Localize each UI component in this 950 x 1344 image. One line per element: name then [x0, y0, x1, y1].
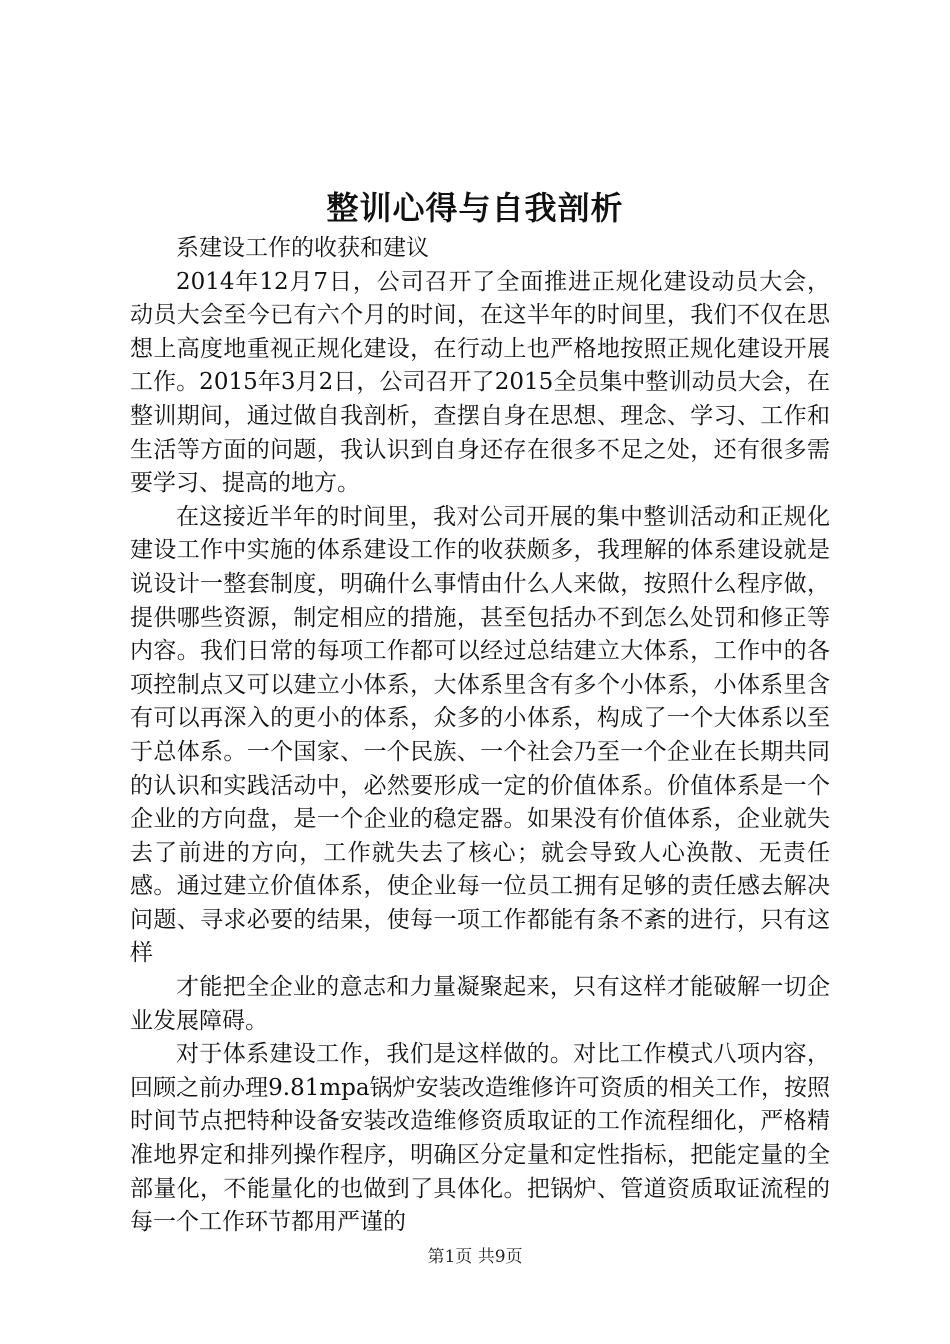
paragraph-section-heading: 系建设工作的收获和建议: [176, 235, 429, 261]
document-body: [130, 232, 830, 1240]
document-title: 整训心得与自我剖析: [326, 189, 624, 227]
paragraph: 在这接近半年的时间里，我对公司开展的集中整训活动和正规化建设工作中实施的体系建设工作的收获颇多，我理解的体系建设就是说设计一整套制度，明确什么事情由什么人来做，按照什么程序做，提供哪些资源，制定相应的措施，甚至包括办不到怎么处罚和修正等内容。我们日常的每项工作都可以经过总结建立大体系，工作中的各项控制点又可以建立小体系，大体系里含有多个小体系，小体系里含有可以再深入的更小的体系，众多的小体系，构成了一个大体系以至于总体系。一个国家、一个民族、一个社会乃至一个企业在长期共同的认识和实践活动中，必然要形成一定的价值体系。价值体系是一个企业的方向盘，是一个企业的稳定器。如果没有价值体系，企业就失去了前进的方向，工作就失去了核心；就会导致人心涣散、无责任感。通过建立价值体系，使企业每一位员工拥有足够的责任感去解决问题、寻求必要的结果，使每一项工作都能有条不紊的进行，只有这样: [130, 503, 830, 967]
page-number-footer: 第1页 共9页: [427, 1247, 523, 1267]
paragraph: 2014年12月7日，公司召开了全面推进正规化建设动员大会，动员大会至今已有六个月的时间，在这半年的时间里，我们不仅在思想上高度地重视正规化建设，在行动上也严格地按照正规化建设开展工作。2015年3月2日，公司召开了2015全员集中整训动员大会，在整训期间，通过做自我剖析，查摆自身在思想、理念、学习、工作和生活等方面的问题，我认识到自身还存在很多不足之处，还有很多需要学习、提高的地方。: [130, 268, 830, 497]
paragraph: 才能把全企业的意志和力量凝聚起来，只有这样才能破解一切企业发展障碍。: [130, 974, 830, 1034]
paragraph: 对于体系建设工作，我们是这样做的。对比工作模式八项内容，回顾之前办理9.81mpa锅炉安装改造维修许可资质的相关工作，按照时间节点把特种设备安装改造维修资质取证的工作流程细化，严格精准地界定和排列操作程序，明确区分定量和定性指标，把能定量的全部量化，不能量化的也做到了具体化。把锅炉、管道资质取证流程的每一个工作环节都用严谨的: [130, 1041, 830, 1236]
